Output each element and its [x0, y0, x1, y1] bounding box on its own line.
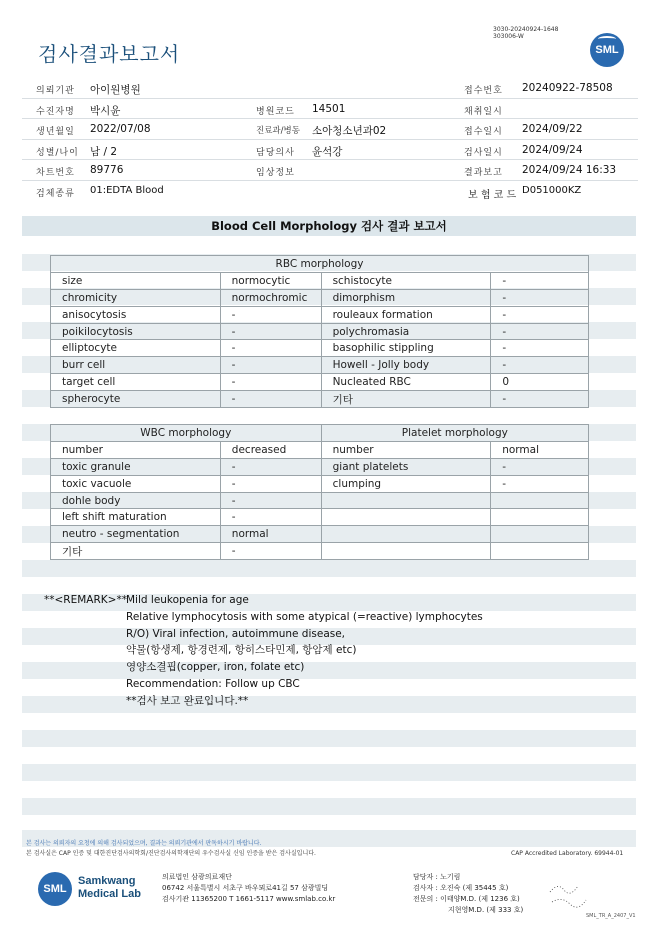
chart-no-label: 차트번호 [36, 168, 75, 179]
certification-note: 본 검사실은 CAP 인증 및 대한진단검사의학회/진단검사의학재단의 우수검사실 신임 인증을 받은 검사실입니다. [26, 850, 316, 857]
staff-line: 담당자 : 노기림 [413, 873, 461, 881]
wbc-item: giant platelets [321, 458, 491, 475]
sex-age-label: 성별/나이 [36, 147, 79, 158]
result-date-label: 결과보고 [464, 168, 503, 179]
rbc-value: - [220, 357, 321, 374]
wbc-value: normal [220, 526, 321, 543]
dept-label: 진료과/병동 [256, 126, 300, 137]
rbc-value: - [220, 340, 321, 357]
birth-value: 2022/07/08 [90, 123, 151, 136]
hospital-value: 아이원병원 [90, 84, 141, 96]
specimen-label: 검체종류 [36, 188, 75, 199]
cap-accreditation: CAP Accredited Laboratory. 69944-01 [511, 850, 624, 857]
wbc-item: clumping [321, 475, 491, 492]
remark-line: Mild leukopenia for age [126, 594, 249, 606]
wbc-item: toxic vacuole [51, 475, 221, 492]
rbc-value: - [491, 357, 589, 374]
doctor-value: 윤석강 [312, 145, 343, 158]
receipt-date-value: 2024/09/22 [522, 123, 583, 136]
rbc-value: - [220, 323, 321, 340]
name-value: 박시윤 [90, 104, 121, 117]
wbc-value: - [220, 492, 321, 509]
info-row [22, 78, 638, 99]
dept-value: 소아청소년과02 [312, 125, 387, 138]
wbc-row [51, 509, 589, 526]
remark-line: R/O) Viral infection, autoimmune disease, [126, 627, 346, 640]
rbc-item: dimorphism [321, 289, 491, 306]
remark-label: **<REMARK>** [44, 594, 127, 606]
rbc-value: - [491, 323, 589, 340]
wbc-row [51, 526, 589, 543]
insurance-value: D051000KZ [522, 184, 582, 196]
info-row [22, 119, 638, 140]
wbc-value [491, 526, 589, 543]
rbc-item: Howell - Jolly body [321, 357, 491, 374]
wbc-item: neutro - segmentation [51, 526, 221, 543]
rbc-row [51, 374, 589, 391]
insurance-label: 보 험 코 드 [468, 189, 517, 201]
lab-address [162, 872, 335, 905]
rbc-value: - [220, 391, 321, 408]
rbc-value: - [220, 306, 321, 323]
signature-mark [548, 880, 588, 910]
remark-line: 약물(항생제, 항경련제, 항히스타민제, 항암제 etc) [126, 644, 357, 657]
rbc-row [51, 306, 589, 323]
chart-no-value: 89776 [90, 164, 124, 177]
wbc-row [51, 475, 589, 492]
stripe [22, 798, 636, 815]
address-line: 검사기관 11365200 T 1661-5117 www.smlab.co.kr [162, 895, 336, 903]
rbc-row [51, 391, 589, 408]
wbc-platelet-table [50, 424, 589, 560]
rbc-item: chromicity [51, 289, 221, 306]
wbc-item: toxic granule [51, 458, 221, 475]
result-date-value: 2024/09/24 16:33 [522, 164, 617, 177]
patient-info [22, 78, 638, 202]
wbc-value: - [491, 458, 589, 475]
address-line: 06742 서울특별시 서초구 바우뫼로41길 57 삼광빌딩 [162, 884, 329, 892]
wbc-item: number [51, 441, 221, 458]
rbc-row [51, 323, 589, 340]
info-row [22, 99, 638, 120]
rbc-item: basophilic stippling [321, 340, 491, 357]
report-title: Blood Cell Morphology 검사 결과 보고서 [22, 216, 636, 236]
platelet-header: Platelet morphology [321, 425, 588, 442]
rbc-item: polychromasia [321, 323, 491, 340]
rbc-item: 기타 [321, 391, 491, 408]
wbc-item: number [321, 441, 491, 458]
rbc-item: schistocyte [321, 272, 491, 289]
staff-line: 지현영M.D. (제 333 호) [448, 906, 524, 914]
wbc-row [51, 492, 589, 509]
rbc-item: elliptocyte [51, 340, 221, 357]
rbc-row [51, 272, 589, 289]
rbc-value: - [491, 289, 589, 306]
wbc-item [321, 543, 491, 560]
birth-label: 생년월일 [36, 127, 75, 138]
rbc-value: - [491, 306, 589, 323]
company-name-line: Medical Lab [78, 888, 141, 900]
wbc-value: - [220, 458, 321, 475]
wbc-value: - [491, 475, 589, 492]
rbc-value: 0 [491, 374, 589, 391]
stripe [22, 730, 636, 747]
wbc-item [321, 526, 491, 543]
stripe [22, 764, 636, 781]
test-date-value: 2024/09/24 [522, 143, 583, 156]
info-row [22, 181, 638, 202]
document-id [493, 26, 558, 40]
rbc-item: poikilocytosis [51, 323, 221, 340]
wbc-value [491, 543, 589, 560]
page-title: 검사결과보고서 [38, 42, 181, 66]
wbc-value: - [220, 543, 321, 560]
collect-date-label: 채취일시 [464, 106, 503, 117]
wbc-value [491, 509, 589, 526]
hospital-code-label: 병원코드 [256, 106, 295, 117]
staff-list [413, 872, 523, 916]
rbc-item: burr cell [51, 357, 221, 374]
remark-line: Recommendation: Follow up CBC [126, 677, 300, 690]
remark-line: **검사 보고 완료입니다.** [126, 694, 249, 707]
company-name-line: Samkwang [78, 875, 136, 887]
wbc-item [321, 492, 491, 509]
company-name [78, 875, 141, 901]
wbc-item: 기타 [51, 543, 221, 560]
wbc-value: - [220, 475, 321, 492]
rbc-header: RBC morphology [51, 256, 589, 273]
rbc-item: target cell [51, 374, 221, 391]
sml-logo: SML [590, 33, 624, 67]
wbc-item: left shift maturation [51, 509, 221, 526]
clinical-label: 임상정보 [256, 168, 295, 179]
footer-note: 본 검사는 의뢰자의 요청에 의해 검사되었으며, 결과는 의뢰기관에서 판독하시기 바랍니다. [26, 840, 262, 847]
rbc-item: anisocytosis [51, 306, 221, 323]
name-label: 수진자명 [36, 106, 75, 117]
info-row [22, 140, 638, 161]
rbc-item: Nucleated RBC [321, 374, 491, 391]
wbc-value [491, 492, 589, 509]
rbc-row [51, 357, 589, 374]
staff-line: 전문의 : 이태양M.D. (제 1236 호) [413, 895, 520, 903]
rbc-item: spherocyte [51, 391, 221, 408]
rbc-row [51, 340, 589, 357]
remark-line: Relative lymphocytosis with some atypical (=reactive) lymphocytes [126, 610, 483, 623]
rbc-value: normocytic [220, 272, 321, 289]
wbc-header: WBC morphology [51, 425, 322, 442]
wbc-value: normal [491, 441, 589, 458]
wbc-row [51, 543, 589, 560]
reception-no-label: 접수번호 [464, 86, 503, 96]
remark-text [126, 592, 483, 710]
staff-line: 검사자 : 오진숙 (제 35445 호) [413, 884, 509, 892]
wbc-value: decreased [220, 441, 321, 458]
rbc-morphology-table [50, 255, 589, 408]
sml-logo-circle: SML [38, 872, 72, 906]
form-code: SML_TR_A_2407_V1 [586, 913, 636, 919]
wbc-value: - [220, 509, 321, 526]
rbc-row [51, 289, 589, 306]
wbc-row [51, 458, 589, 475]
rbc-value: - [491, 340, 589, 357]
rbc-value: normochromic [220, 289, 321, 306]
rbc-value: - [491, 391, 589, 408]
wbc-item: dohle body [51, 492, 221, 509]
hospital-code-value: 14501 [312, 102, 346, 115]
rbc-item: size [51, 272, 221, 289]
rbc-value: - [491, 272, 589, 289]
hospital-label: 의뢰기관 [36, 86, 75, 96]
remark-line: 영양소결핍(copper, iron, folate etc) [126, 661, 305, 674]
wbc-item [321, 509, 491, 526]
test-date-label: 검사일시 [464, 147, 503, 158]
doc-id-line: 303006-W [493, 33, 524, 40]
reception-no-value: 20240922-78508 [522, 82, 613, 94]
sex-age-value: 남 / 2 [90, 145, 118, 158]
rbc-value: - [220, 374, 321, 391]
stripe [22, 560, 636, 577]
doc-id-line: 3030-20240924-1648 [493, 26, 559, 33]
address-line: 의료법인 삼광의료재단 [162, 873, 232, 881]
rbc-item: rouleaux formation [321, 306, 491, 323]
doctor-label: 담당의사 [256, 147, 295, 158]
receipt-date-label: 접수일시 [464, 127, 503, 138]
info-row [22, 160, 638, 181]
wbc-row [51, 441, 589, 458]
specimen-value: 01:EDTA Blood [90, 184, 164, 196]
